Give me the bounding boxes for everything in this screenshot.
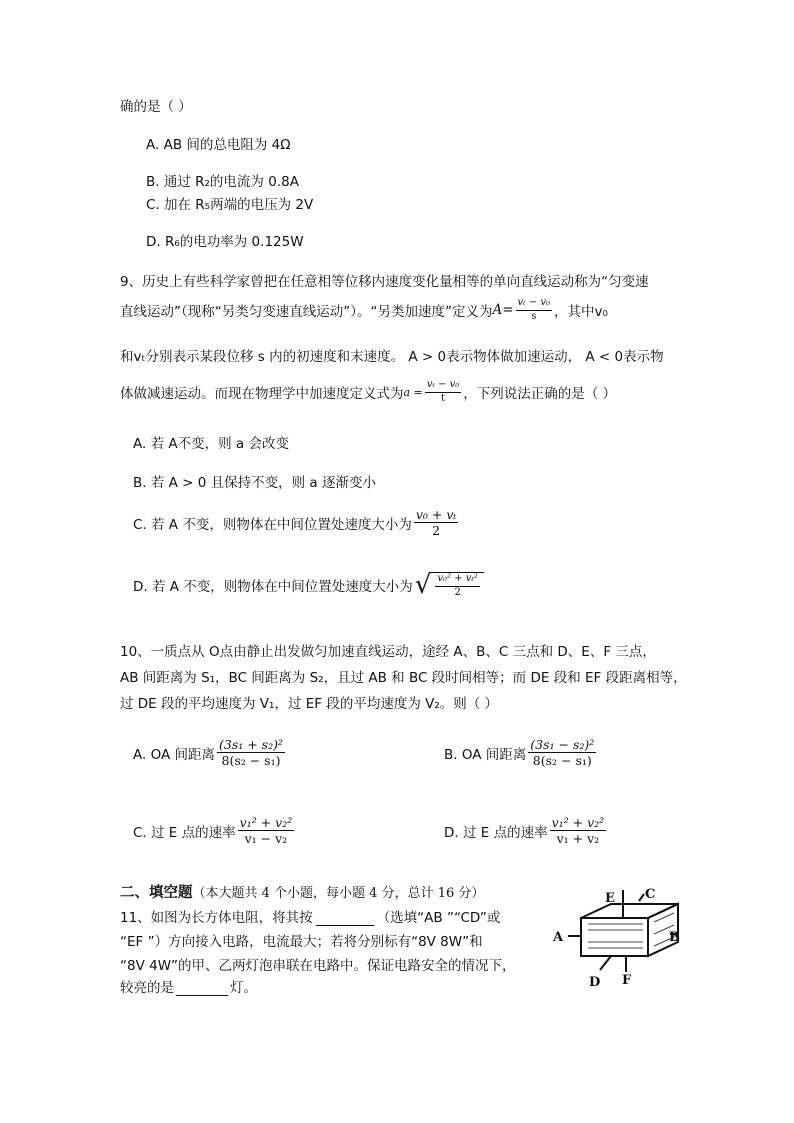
q10-option-d-text: D. 过 E 点的速率 — [444, 824, 548, 841]
label-d: D — [589, 975, 601, 990]
fraction-denominator: s — [531, 310, 537, 322]
q11-line-4-text: 较亮的是 — [120, 980, 174, 996]
q9-line-4-text: 体做减速运动。而现在物理学中加速度定义式为 — [120, 386, 404, 402]
fraction-denominator: t — [441, 392, 446, 404]
label-c: C — [645, 887, 656, 902]
q9-A-definition-fraction — [516, 298, 553, 322]
q8-option-a: A. AB 间的总电阻为 4Ω — [146, 137, 291, 153]
q9-option-d-text: D. 若 A 不变，则物体在中间位置处速度大小为 — [133, 579, 413, 595]
pointer-d — [600, 956, 611, 970]
fraction-numerator: v₁² + v₂² — [239, 815, 293, 830]
fraction-denominator: 8(s₂ − s₁) — [532, 753, 592, 769]
q9-line-2-tail: ，其中v₀ — [554, 304, 608, 320]
q9-line-4 — [120, 380, 616, 404]
q10-option-a-fraction — [217, 738, 285, 767]
pointer-c — [639, 894, 644, 901]
label-b: B — [669, 930, 680, 945]
q9-a-symbol: a = — [403, 385, 423, 399]
fraction-denominator: 2 — [432, 523, 441, 539]
section-heading — [120, 881, 484, 902]
answer-blank-lamp[interactable] — [176, 983, 228, 996]
q9-option-d — [133, 572, 484, 598]
label-f: F — [622, 973, 632, 988]
q11-line-3: “8V 4W”的甲、乙两灯泡串联在电路中。保证电路安全的情况下， — [120, 958, 516, 974]
q9-option-c-text: C. 若 A 不变，则物体在中间位置处速度大小为 — [133, 516, 412, 533]
fraction-numerator: vₜ − v₀ — [516, 298, 553, 311]
fraction-numerator: v₀ + vₜ — [415, 507, 457, 522]
q9-option-c-fraction — [414, 508, 459, 537]
q9-line-2-text: 直线运动”（现称“另类匀变速直线运动”）。“另类加速度”定义为 — [120, 304, 493, 320]
question-continuation: 确的是（ ） — [120, 99, 192, 115]
q11-line-2: “EF ”）方向接入电路，电流最大；若将分别标有“8V 8W”和 — [120, 934, 483, 950]
radical-sign: √ — [414, 570, 432, 600]
q10-line-1: 10、一质点从 O点由静止出发做匀加速直线运动，途经 A、B、C 三点和 D、E、F 三点， — [120, 644, 656, 660]
q8-option-d: D. R₆的电功率为 0.125W — [146, 234, 304, 250]
fraction-numerator: v₀² + vₜ² — [435, 574, 480, 587]
fraction-numerator: (3s₁ + s₂)² — [219, 737, 283, 752]
q8-option-b: B. 通过 R₂的电流为 0.8A — [146, 174, 299, 190]
q9-option-a: A. 若 A不变，则 a 会改变 — [133, 436, 289, 452]
answer-blank-direction[interactable] — [316, 913, 374, 926]
q11-line-1 — [120, 906, 500, 926]
fraction-denominator: v₁ + v₂ — [556, 831, 600, 847]
q11-line-4-tail: 灯。 — [230, 980, 257, 996]
q10-option-c — [133, 816, 296, 845]
q11-line-1-text: 11、如图为长方体电阻，将其按 — [120, 910, 313, 926]
q10-line-3: 过 DE 段的平均速度为 V₁，过 EF 段的平均速度为 V₂。则（ ） — [120, 696, 499, 712]
q11-line-1-tail: （选填“AB ”“CD”或 — [376, 910, 501, 926]
section-note: （本大题共 4 个小题，每小题 4 分，总计 16 分） — [192, 886, 485, 901]
fraction-denominator: 2 — [454, 586, 461, 598]
q10-option-b-text: B. OA 间距离 — [444, 746, 527, 763]
block-resistor-figure — [548, 884, 688, 994]
fraction-numerator: (3s₁ − s₂)² — [530, 737, 595, 752]
q10-option-a — [133, 738, 287, 767]
q9-line-2 — [120, 298, 608, 322]
fraction-numerator: vₜ − v₀ — [425, 380, 462, 393]
q9-line-1: 9、历史上有些科学家曾把在任意相等位移内速度变化量相等的单向直线运动称为“匀变速 — [120, 274, 649, 290]
q10-option-d — [444, 816, 608, 845]
q10-line-2: AB 间距离为 S₁，BC 间距离为 S₂，且过 AB 和 BC 段时间相等；而 DE 段和 EF 段距离相等， — [120, 670, 687, 686]
q9-option-c — [133, 508, 460, 537]
fraction-denominator: 8(s₂ − s₁) — [221, 753, 281, 769]
label-e: E — [605, 891, 615, 906]
q10-option-a-text: A. OA 间距离 — [133, 746, 215, 763]
q9-option-d-fraction — [435, 574, 480, 598]
q10-option-c-text: C. 过 E 点的速率 — [133, 824, 236, 841]
label-a: A — [553, 930, 564, 945]
q9-A-symbol: A= — [492, 302, 514, 318]
fraction-denominator: v₁ − v₂ — [244, 831, 288, 847]
square-root — [415, 572, 484, 598]
q8-option-c: C. 加在 R₅两端的电压为 2V — [146, 197, 314, 213]
section-title: 二、填空题 — [120, 884, 193, 901]
fraction-numerator: v₁² + v₂² — [551, 815, 605, 830]
q10-option-c-fraction — [238, 816, 295, 845]
q10-option-d-fraction — [550, 816, 607, 845]
q10-option-b-fraction — [528, 738, 596, 767]
q9-line-4-tail: ，下列说法正确的是（ ） — [463, 386, 617, 402]
q9-line-3: 和vₜ分别表示某段位移 s 内的初速度和末速度。 A > 0表示物体做加速运动， A < 0表示物 — [120, 349, 664, 365]
q9-a-definition-fraction — [425, 380, 462, 404]
q9-option-b: B. 若 A > 0 且保持不变，则 a 逐渐变小 — [133, 475, 376, 491]
q11-line-4 — [120, 976, 257, 996]
q10-option-b — [444, 738, 598, 767]
